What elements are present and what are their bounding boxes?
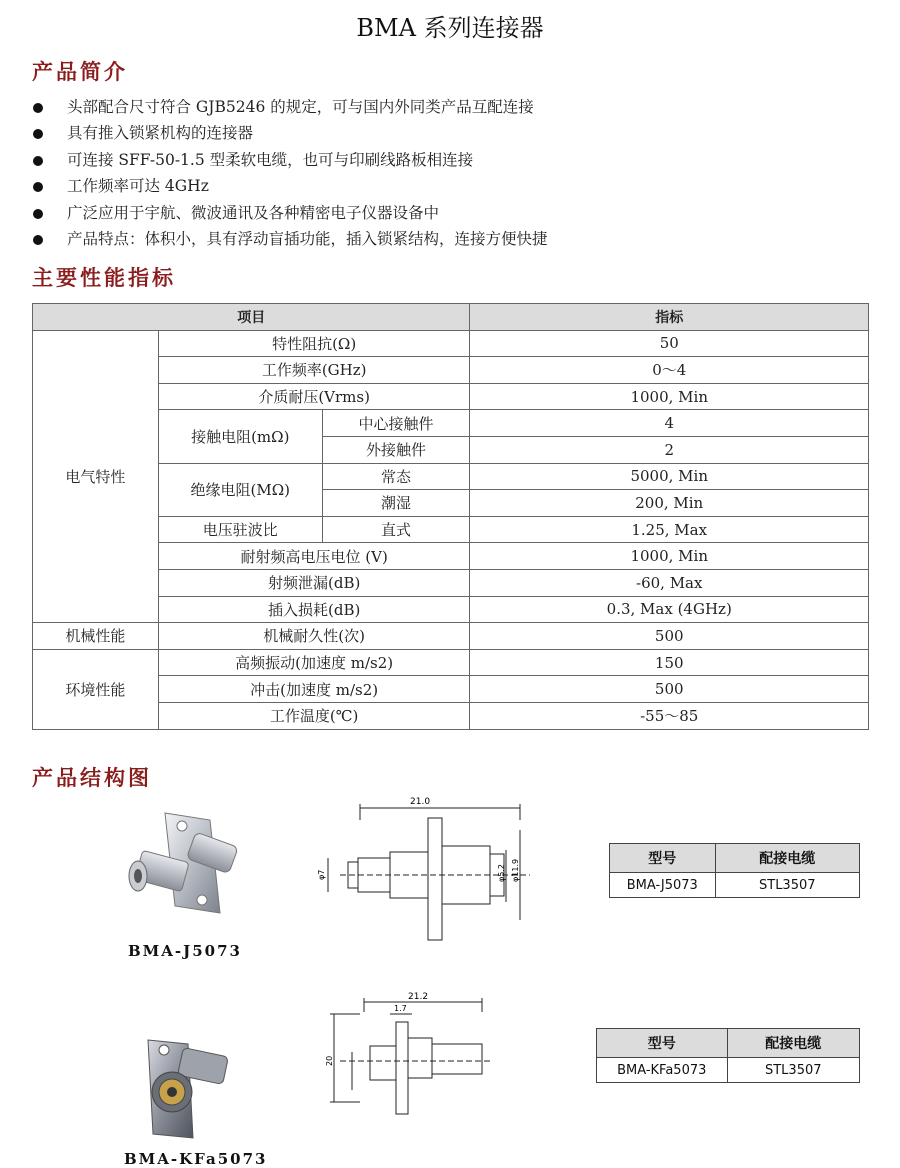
dimension-length-label: 21.2	[408, 992, 429, 1002]
table-row: 介质耐压(Vrms) 1000, Min	[33, 383, 869, 410]
table-row: 外接触件 2	[33, 436, 869, 463]
product-caption-1: BMA-J5073	[128, 942, 242, 960]
list-item: 产品特点：体积小，具有浮动盲插功能，插入锁紧结构，连接方便快捷	[32, 226, 862, 252]
group-environment: 环境性能	[33, 649, 159, 729]
dimension-small-label: 1.7	[394, 1004, 407, 1013]
list-item: 广泛应用于宇航、微波通讯及各种精密电子仪器设备中	[32, 200, 862, 226]
list-item: 可连接 SFF-50-1.5 型柔软电缆，也可与印刷线路板相连接	[32, 147, 862, 173]
dimension-b-label: φ5.2	[497, 864, 506, 882]
table-row: 耐射频高电压电位 (V) 1000, Min	[33, 543, 869, 570]
table-row: 电压驻波比 直式 1.25, Max	[33, 516, 869, 543]
table-row: 潮湿 200, Min	[33, 490, 869, 517]
section-heading-performance: 主要性能指标	[32, 266, 176, 290]
bullet-icon	[33, 156, 43, 166]
dimension-height-label: 20	[325, 1055, 334, 1066]
bullet-icon	[33, 103, 43, 113]
table-row: 工作温度(℃) -55～85	[33, 702, 869, 729]
performance-table	[32, 303, 869, 730]
model-table-1: 型号 配接电缆 BMA-J5073 STL3507	[609, 843, 860, 898]
table-row: 冲击(加速度 m/s2) 500	[33, 676, 869, 703]
group-electrical: 电气特性	[33, 330, 159, 623]
section-heading-structure: 产品结构图	[32, 766, 152, 790]
document-title: BMA 系列连接器	[356, 14, 544, 42]
technical-drawing-bma-kfa5073	[300, 990, 500, 1120]
table-row: 工作频率(GHz) 0～4	[33, 357, 869, 384]
dimension-a-label: φ7	[317, 869, 326, 880]
column-header-item: 项目	[33, 304, 470, 331]
group-mechanical: 机械性能	[33, 623, 159, 650]
product-caption-2: BMA-KFa5073	[124, 1150, 268, 1168]
bullet-icon	[33, 235, 43, 245]
dimension-c-label: φ11.9	[511, 858, 520, 882]
table-row: 环境性能 高频振动(加速度 m/s2) 150	[33, 649, 869, 676]
bullet-icon	[33, 182, 43, 192]
product-photo-bma-j5073	[120, 808, 250, 933]
list-item: 头部配合尺寸符合 GJB5246 的规定，可与国内外同类产品互配连接	[32, 94, 862, 120]
table-row: 电气特性 特性阻抗(Ω) 50	[33, 330, 869, 357]
intro-bullet-list	[32, 94, 862, 252]
model-table-2: 型号 配接电缆 BMA-KFa5073 STL3507	[596, 1028, 860, 1083]
section-heading-intro: 产品简介	[32, 60, 128, 84]
table-row: 绝缘电阻(MΩ) 常态 5000, Min	[33, 463, 869, 490]
table-row: 机械性能 机械耐久性(次) 500	[33, 623, 869, 650]
dimension-length-label: 21.0	[410, 797, 431, 807]
list-item: 工作频率可达 4GHz	[32, 173, 862, 199]
table-row: 射频泄漏(dB) -60, Max	[33, 569, 869, 596]
product-photo-bma-kfa5073	[128, 1030, 238, 1145]
table-row: 插入损耗(dB) 0.3, Max (4GHz)	[33, 596, 869, 623]
column-header-value: 指标	[470, 304, 869, 331]
bullet-icon	[33, 129, 43, 139]
table-row: 接触电阻(mΩ) 中心接触件 4	[33, 410, 869, 437]
table-header-row	[33, 304, 869, 331]
bullet-icon	[33, 209, 43, 219]
list-item: 具有推入锁紧机构的连接器	[32, 120, 862, 146]
technical-drawing-bma-j5073	[300, 790, 535, 950]
